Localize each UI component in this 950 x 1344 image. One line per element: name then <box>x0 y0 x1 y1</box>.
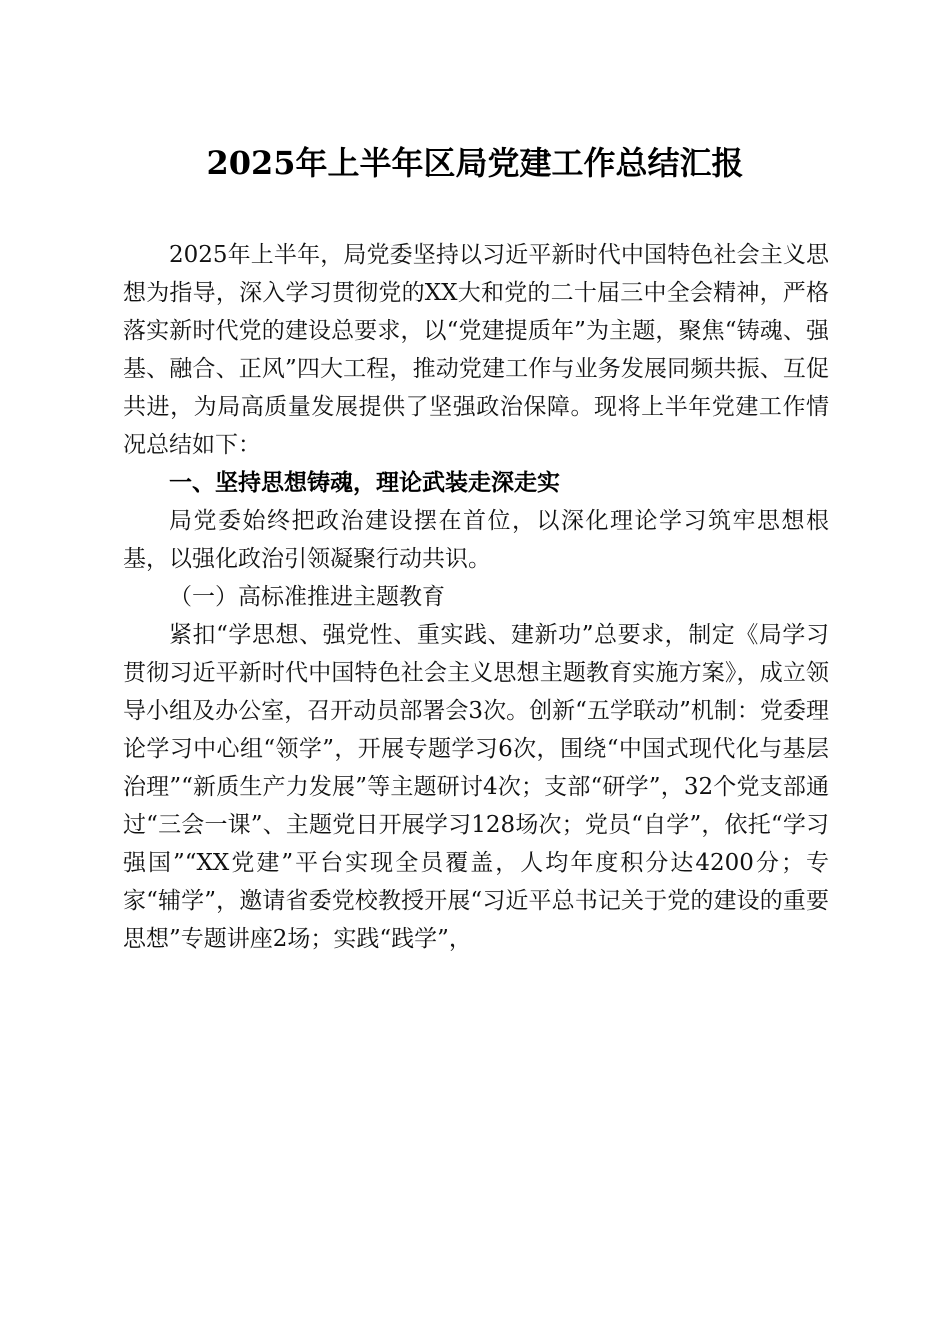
subsection-1-heading: （一）高标准推进主题教育 <box>169 584 445 610</box>
intro-paragraph: 2025年上半年，局党委坚持以习近平新时代中国特色社会主义思想为指导，深入学习贯彻党的XX大和党的二十届三中全会精神，严格落实新时代党的建设总要求，以“党建提质年”为主题，聚焦“铸魂、强基、融合、正风”四大工程，推动党建工作与业务发展同频共振、互促共进，为局高质量发展提供了坚强政治保障。现将上半年党建工作情况总结如下： <box>123 242 829 458</box>
section-1-lead-paragraph: 局党委始终把政治建设摆在首位，以深化理论学习筑牢思想根基，以强化政治引领凝聚行动共识。 <box>123 508 829 572</box>
document-body <box>123 236 829 958</box>
document-title: 2025年上半年区局党建工作总结汇报 <box>206 144 744 182</box>
subsection-1-paragraph: 紧扣“学思想、强党性、重实践、建新功”总要求，制定《局学习贯彻习近平新时代中国特色社会主义思想主题教育实施方案》，成立领导小组及办公室，召开动员部署会3次。创新“五学联动”机制：党委理论学习中心组“领学”，开展专题学习6次，围绕“中国式现代化与基层治理”“新质生产力发展”等主题研讨4次；支部“研学”，32个党支部通过“三会一课”、主题党日开展学习128场次；党员“自学”，依托“学习强国”“XX党建”平台实现全员覆盖，人均年度积分达4200分；专家“辅学”，邀请省委党校教授开展“习近平总书记关于党的建设的重要思想”专题讲座2场；实践“践学”， <box>123 622 829 952</box>
section-1-heading: 一、坚持思想铸魂，理论武装走深走实 <box>169 470 560 496</box>
